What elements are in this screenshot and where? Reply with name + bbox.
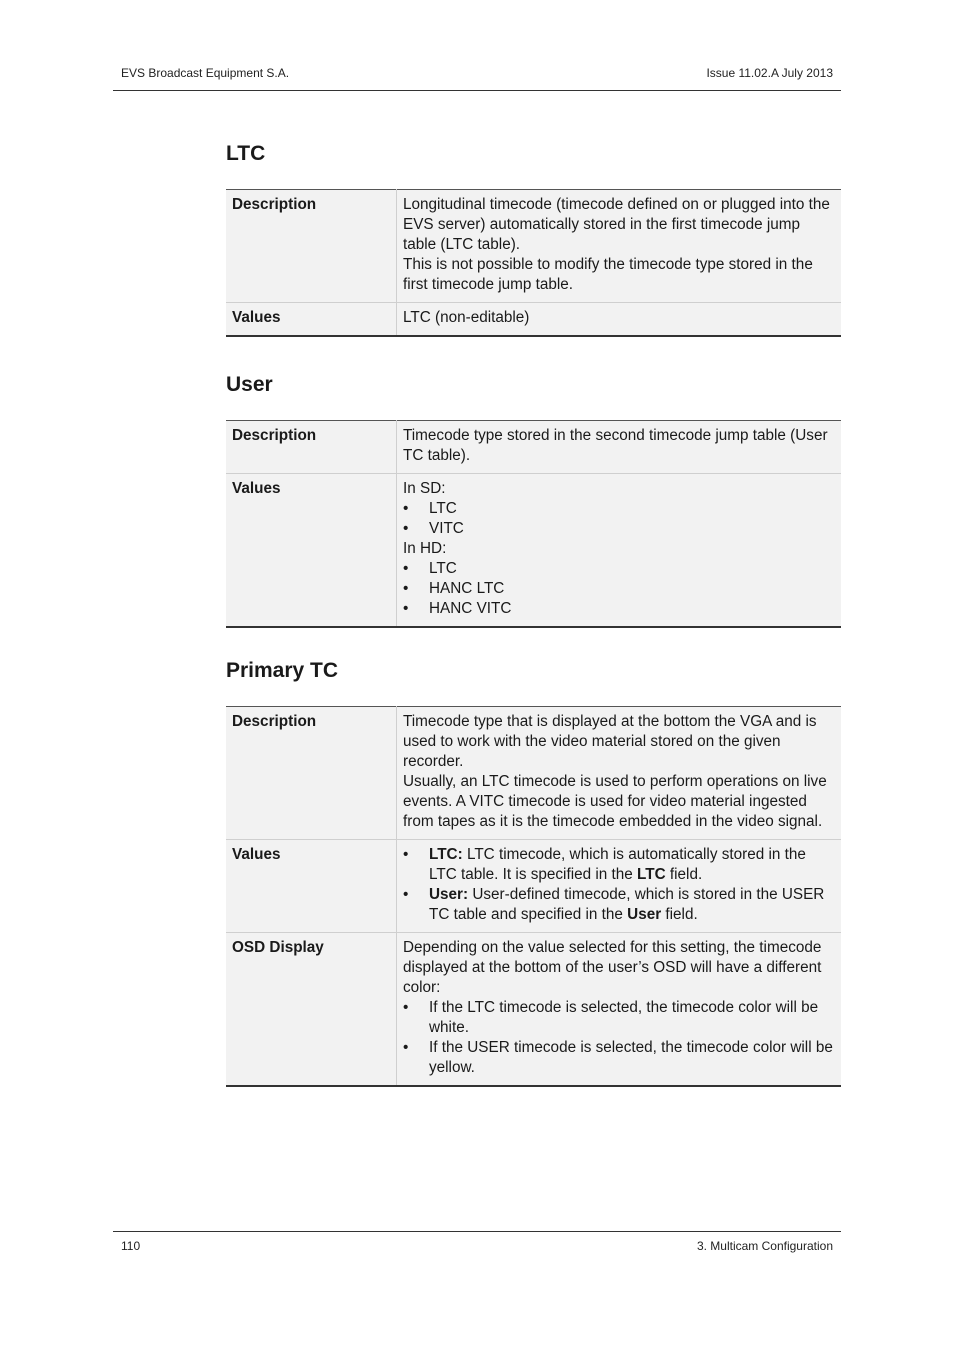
table-row bbox=[226, 933, 841, 1087]
text: User-defined timecode, which is stored in the USER TC table and specified in the bbox=[429, 886, 825, 923]
row-value bbox=[397, 474, 842, 628]
row-key: Description bbox=[226, 707, 397, 840]
section-title-ltc: LTC bbox=[226, 142, 266, 165]
ltc-table bbox=[226, 189, 841, 337]
header-company: EVS Broadcast Equipment S.A. bbox=[121, 66, 290, 80]
row-value bbox=[397, 190, 842, 303]
primary-tc-table bbox=[226, 706, 841, 1087]
row-value bbox=[397, 933, 842, 1087]
table-row bbox=[226, 421, 841, 474]
term: LTC: bbox=[429, 846, 463, 863]
paragraph: Timecode type stored in the second timecode jump table (User TC table). bbox=[403, 427, 828, 464]
paragraph: Usually, an LTC timecode is used to perform operations on live events. A VITC timecode is used for video material ingested from tapes as it is the timecode embedded in the video signal. bbox=[403, 773, 827, 830]
list-item: • HANC VITC bbox=[403, 599, 835, 619]
paragraph: Longitudinal timecode (timecode defined on or plugged into the EVS server) automatically stored in the first timecode jump table (LTC table). bbox=[403, 196, 830, 253]
table-row bbox=[226, 474, 841, 628]
page-number: 110 bbox=[121, 1239, 141, 1253]
row-key: Values bbox=[226, 474, 397, 628]
field-ref: LTC bbox=[637, 866, 666, 883]
paragraph: LTC (non-editable) bbox=[403, 309, 530, 326]
section-title-primary-tc: Primary TC bbox=[226, 659, 339, 682]
page-header bbox=[113, 66, 841, 91]
text: field. bbox=[661, 906, 698, 923]
paragraph: Depending on the value selected for this setting, the timecode displayed at the bottom of the user’s OSD will have a different color: bbox=[403, 939, 822, 996]
row-value bbox=[397, 707, 842, 840]
list-item bbox=[403, 845, 835, 885]
list-item: • HANC LTC bbox=[403, 579, 835, 599]
table-row bbox=[226, 303, 841, 337]
footer-chapter: 3. Multicam Configuration bbox=[696, 1239, 833, 1253]
row-key: Description bbox=[226, 190, 397, 303]
paragraph: This is not possible to modify the timecode type stored in the first timecode jump table. bbox=[403, 256, 813, 293]
table-row bbox=[226, 190, 841, 303]
list-item: • LTC bbox=[403, 559, 835, 579]
row-key: OSD Display bbox=[226, 933, 397, 1087]
row-value bbox=[397, 303, 842, 337]
row-key: Values bbox=[226, 303, 397, 337]
text: LTC timecode, which is automatically stored in the LTC table. It is specified in the bbox=[429, 846, 806, 883]
text: field. bbox=[665, 866, 703, 883]
section-title-user: User bbox=[226, 373, 273, 396]
table-row bbox=[226, 707, 841, 840]
page-footer bbox=[113, 1231, 841, 1253]
list-item bbox=[403, 885, 835, 925]
row-value bbox=[397, 421, 842, 474]
table-row bbox=[226, 840, 841, 933]
paragraph: Timecode type that is displayed at the bottom the VGA and is used to work with the video material stored on the given recorder. bbox=[403, 713, 817, 770]
list-item: • If the LTC timecode is selected, the timecode color will be white. bbox=[403, 998, 835, 1038]
user-table bbox=[226, 420, 841, 628]
header-issue: Issue 11.02.A July 2013 bbox=[706, 66, 833, 80]
list-label: In HD: bbox=[403, 540, 447, 557]
field-ref: User bbox=[627, 906, 662, 923]
row-value bbox=[397, 840, 842, 933]
row-key: Description bbox=[226, 421, 397, 474]
list-item: • If the USER timecode is selected, the timecode color will be yellow. bbox=[403, 1038, 835, 1078]
row-key: Values bbox=[226, 840, 397, 933]
list-item: • VITC bbox=[403, 519, 835, 539]
term: User: bbox=[429, 886, 469, 903]
list-label: In SD: bbox=[403, 480, 446, 497]
list-item: • LTC bbox=[403, 499, 835, 519]
